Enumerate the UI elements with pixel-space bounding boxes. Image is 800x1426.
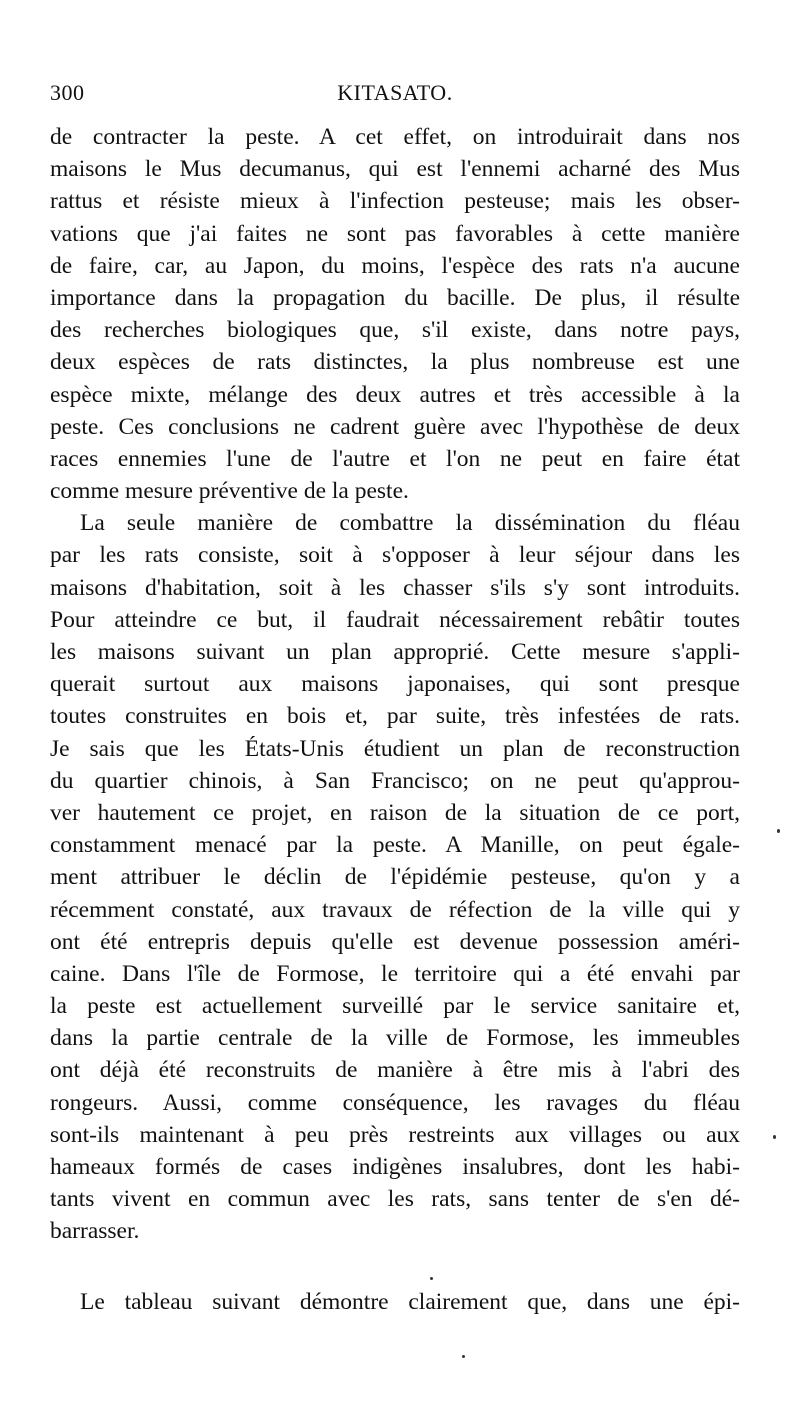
text-line: constamment menacé par la peste. A Manille, on peut égale-	[50, 832, 740, 859]
running-head	[50, 80, 740, 110]
text-line: toutes construites en bois et, par suite, très infestées de rats.	[50, 703, 740, 730]
text-line: Pour atteindre ce but, il faudrait nécessairement rebâtir toutes	[50, 606, 740, 633]
text-line: deux espèces de rats distinctes, la plus nombreuse est une	[50, 349, 740, 376]
text-line: peste. Ces conclusions ne cadrent guère avec l'hypothèse de deux	[50, 413, 740, 440]
text-line: ont déjà été reconstruits de manière à être mis à l'abri des	[50, 1057, 740, 1084]
text-line: espèce mixte, mélange des deux autres et très accessible à la	[50, 381, 740, 408]
text-line: races ennemies l'une de l'autre et l'on ne peut en faire état	[50, 445, 740, 472]
text-line: tants vivent en commun avec les rats, sans tenter de s'en dé-	[50, 1186, 740, 1213]
text-line: maisons le Mus decumanus, qui est l'ennemi acharné des Mus	[50, 156, 740, 183]
text-line: comme mesure préventive de la peste.	[50, 478, 409, 505]
text-line: La seule manière de combattre la dissémination du fléau	[80, 510, 740, 537]
text-line: des recherches biologiques que, s'il existe, dans notre pays,	[50, 317, 740, 344]
text-line: barrasser.	[50, 1218, 140, 1245]
page-number: 300	[50, 80, 85, 105]
text-line: ont été entrepris depuis qu'elle est devenue possession améri-	[50, 928, 740, 955]
text-line: hameaux formés de cases indigènes insalubres, dont les habi-	[50, 1154, 740, 1180]
scan-speck	[430, 1277, 433, 1280]
text-line: rongeurs. Aussi, comme conséquence, les ravages du fléau	[50, 1089, 740, 1116]
text-line: de contracter la peste. A cet effet, on introduirait dans nos	[50, 124, 740, 150]
scan-speck	[462, 1355, 465, 1358]
text-line: récemment constaté, aux travaux de réfection de la ville qui y	[50, 896, 740, 923]
text-line: querait surtout aux maisons japonaises, qui sont presque	[50, 671, 740, 698]
text-line: caine. Dans l'île de Formose, le territoire qui a été envahi par	[50, 960, 740, 987]
paragraph	[50, 1286, 740, 1318]
scan-speck	[773, 1135, 776, 1139]
scan-speck	[777, 829, 780, 833]
running-title: KITASATO.	[337, 80, 453, 105]
text-line: vations que j'ai faites ne sont pas favorables à cette manière	[50, 220, 740, 247]
text-line: importance dans la propagation du bacille. De plus, il résulte	[50, 284, 740, 311]
text-line: sont-ils maintenant à peu près restreints aux villages ou aux	[50, 1121, 740, 1148]
text-line: Le tableau suivant démontre clairement que, dans une épi-	[80, 1288, 740, 1315]
text-line: la peste est actuellement surveillé par le service sanitaire et,	[50, 993, 740, 1020]
text-line: Je sais que les États-Unis étudient un plan de reconstruction	[50, 735, 740, 762]
text-line: les maisons suivant un plan approprié. Cette mesure s'appli-	[50, 639, 740, 665]
text-line: maisons d'habitation, soit à les chasser s'ils s'y sont introduits.	[50, 574, 740, 601]
paragraph	[50, 507, 740, 1247]
text-line: rattus et résiste mieux à l'infection pesteuse; mais les obser-	[50, 188, 740, 215]
text-line: par les rats consiste, soit à s'opposer à leur séjour dans les	[50, 542, 740, 569]
text-line: dans la partie centrale de la ville de Formose, les immeubles	[50, 1025, 740, 1052]
text-line: du quartier chinois, à San Francisco; on ne peut qu'approu-	[50, 767, 740, 794]
body-text	[50, 121, 740, 1318]
text-line: ver hautement ce projet, en raison de la situation de ce port,	[50, 799, 740, 826]
text-line: de faire, car, au Japon, du moins, l'espèce des rats n'a aucune	[50, 252, 740, 279]
paragraph-spacer	[50, 1248, 740, 1286]
text-line: ment attribuer le déclin de l'épidémie pesteuse, qu'on y a	[50, 864, 740, 891]
paragraph	[50, 121, 740, 507]
